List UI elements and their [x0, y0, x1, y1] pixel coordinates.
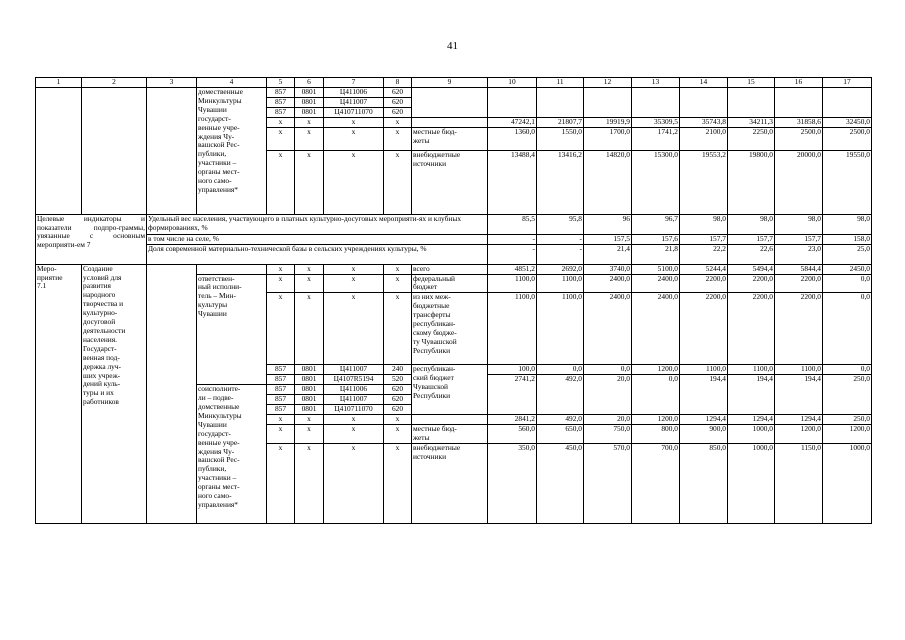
amount-cell: 0,0: [823, 274, 872, 293]
amount-cell: 1700,0: [584, 127, 632, 150]
budget-code-cell: 857: [267, 385, 295, 395]
amount-cell: 2200,0: [728, 274, 775, 293]
budget-code-cell: x: [295, 414, 324, 424]
empty-cell: [584, 88, 632, 118]
column-number: 6: [295, 78, 324, 88]
source-cell: местные бюд- жеты: [412, 127, 488, 150]
amount-cell: -: [537, 244, 584, 264]
amount-cell: 2500,0: [775, 127, 823, 150]
indicators-label: Целевые индикаторы и показатели подпро-граммы, увязанные с основным мероприяти-ем 7: [36, 214, 147, 264]
budget-code-cell: x: [324, 293, 384, 365]
amount-cell: 5494,4: [728, 264, 775, 274]
budget-code-cell: x: [295, 293, 324, 365]
measure-description: Создание условий для развития народного творчества и культурно- досуговой деятельности населения. Государст- венная под- держка луч- ших учреж- дений куль- туры и их работников: [82, 264, 147, 523]
table-row: [36, 78, 872, 88]
amount-cell: 570,0: [584, 443, 632, 523]
budget-code-cell: x: [295, 117, 324, 127]
amount-cell: 1294,4: [728, 414, 775, 424]
budget-code-cell: x: [295, 274, 324, 293]
amount-cell: 21,4: [584, 244, 632, 264]
column-number: 4: [197, 78, 267, 88]
budget-code-cell: Ц411007: [324, 97, 384, 107]
amount-cell: 35309,5: [632, 117, 680, 127]
budget-code-cell: 0801: [295, 97, 324, 107]
column-number: 12: [584, 78, 632, 88]
column-number: 1: [36, 78, 82, 88]
amount-cell: 1200,0: [775, 424, 823, 443]
empty-cell: [82, 88, 147, 215]
budget-code-cell: 0801: [295, 375, 324, 385]
amount-cell: 158,0: [823, 234, 872, 244]
amount-cell: 25,0: [823, 244, 872, 264]
table-row: [36, 264, 872, 274]
amount-cell: 2841,2: [488, 414, 537, 424]
amount-cell: 194,4: [775, 375, 823, 415]
budget-code-cell: 620: [384, 395, 412, 405]
table-row: [36, 244, 872, 264]
amount-cell: 98,0: [680, 214, 728, 234]
source-cell: внебюджетные источники: [412, 150, 488, 214]
amount-cell: 0,0: [632, 375, 680, 415]
source-cell: республикан- ский бюджет Чувашской Республики: [412, 365, 488, 415]
amount-cell: 0,0: [823, 365, 872, 375]
budget-code-cell: 0801: [295, 88, 324, 98]
budget-code-cell: 857: [267, 375, 295, 385]
amount-cell: 2500,0: [823, 127, 872, 150]
indicator-name: Удельный вес населения, участвующего в платных культурно-досуговых мероприяти-ях и клубных формированиях, %: [147, 214, 488, 234]
budget-code-cell: 620: [384, 385, 412, 395]
budget-code-cell: x: [295, 127, 324, 150]
column-number: 8: [384, 78, 412, 88]
amount-cell: 0,0: [537, 365, 584, 375]
budget-code-cell: 0801: [295, 365, 324, 375]
budget-code-cell: Ц4107R5194: [324, 375, 384, 385]
amount-cell: 1741,2: [632, 127, 680, 150]
amount-cell: 492,0: [537, 375, 584, 415]
column-number: 3: [147, 78, 197, 88]
budget-code-cell: x: [295, 443, 324, 523]
co-executors: соисполните- ли – подве- домственные Минкультуры Чувашии государст- венные учре- ждения Чу- вашской Рес- публики, участники – органы мест- ного само- управления*: [197, 385, 267, 524]
amount-cell: 2200,0: [775, 274, 823, 293]
amount-cell: -: [488, 244, 537, 264]
budget-code-cell: x: [324, 443, 384, 523]
amount-cell: 1200,0: [632, 365, 680, 375]
amount-cell: 85,5: [488, 214, 537, 234]
indicator-name: Доля современной материально-технической базы в сельских учреждениях культуры, %: [147, 244, 488, 264]
budget-code-cell: 857: [267, 107, 295, 117]
amount-cell: -: [488, 234, 537, 244]
amount-cell: 23,0: [775, 244, 823, 264]
amount-cell: 1294,4: [680, 414, 728, 424]
amount-cell: 194,4: [680, 375, 728, 415]
amount-cell: 19800,0: [728, 150, 775, 214]
empty-cell: [728, 88, 775, 118]
budget-code-cell: x: [324, 150, 384, 214]
empty-cell: [197, 264, 267, 274]
amount-cell: 157,5: [584, 234, 632, 244]
amount-cell: 13416,2: [537, 150, 584, 214]
budget-code-cell: x: [267, 264, 295, 274]
budget-code-cell: x: [267, 414, 295, 424]
amount-cell: 15300,0: [632, 150, 680, 214]
budget-code-cell: 520: [384, 375, 412, 385]
amount-cell: 96: [584, 214, 632, 234]
budget-code-cell: x: [324, 274, 384, 293]
column-number: 11: [537, 78, 584, 88]
amount-cell: 5100,0: [632, 264, 680, 274]
amount-cell: 250,0: [823, 414, 872, 424]
empty-cell: [537, 88, 584, 118]
amount-cell: 1200,0: [823, 424, 872, 443]
amount-cell: 2250,0: [728, 127, 775, 150]
amount-cell: 850,0: [680, 443, 728, 523]
budget-code-cell: 620: [384, 88, 412, 98]
budget-code-cell: 0801: [295, 395, 324, 405]
source-cell: всего: [412, 264, 488, 274]
amount-cell: 157,7: [680, 234, 728, 244]
source-cell: внебюджетные источники: [412, 443, 488, 523]
budget-code-cell: x: [295, 264, 324, 274]
empty-cell: [823, 88, 872, 118]
column-number: 13: [632, 78, 680, 88]
amount-cell: 1000,0: [728, 424, 775, 443]
amount-cell: 2200,0: [680, 293, 728, 365]
budget-code-cell: x: [384, 127, 412, 150]
amount-cell: 2200,0: [775, 293, 823, 365]
empty-cell: [147, 88, 197, 215]
indicator-name: в том числе на селе, %: [147, 234, 488, 244]
amount-cell: 19919,9: [584, 117, 632, 127]
budget-code-cell: 857: [267, 395, 295, 405]
amount-cell: 22,6: [728, 244, 775, 264]
amount-cell: 13488,4: [488, 150, 537, 214]
budget-code-cell: x: [267, 424, 295, 443]
amount-cell: 96,7: [632, 214, 680, 234]
budget-code-cell: 857: [267, 88, 295, 98]
amount-cell: 32450,0: [823, 117, 872, 127]
budget-code-cell: x: [384, 264, 412, 274]
amount-cell: 14820,0: [584, 150, 632, 214]
budget-code-cell: x: [384, 414, 412, 424]
amount-cell: 2400,0: [584, 274, 632, 293]
amount-cell: 1100,0: [728, 365, 775, 375]
amount-cell: 700,0: [632, 443, 680, 523]
empty-cell: [36, 88, 82, 215]
column-number: 9: [412, 78, 488, 88]
amount-cell: 250,0: [823, 375, 872, 415]
budget-code-cell: Ц410711070: [324, 107, 384, 117]
amount-cell: 1100,0: [537, 274, 584, 293]
column-number: 7: [324, 78, 384, 88]
budget-code-cell: x: [384, 293, 412, 365]
amount-cell: 20,0: [584, 414, 632, 424]
column-number: 17: [823, 78, 872, 88]
amount-cell: 157,6: [632, 234, 680, 244]
budget-code-cell: x: [384, 150, 412, 214]
amount-cell: 560,0: [488, 424, 537, 443]
budget-code-cell: x: [267, 117, 295, 127]
amount-cell: 1100,0: [775, 365, 823, 375]
amount-cell: 1000,0: [728, 443, 775, 523]
amount-cell: 1200,0: [632, 414, 680, 424]
page-number: 41: [447, 40, 458, 52]
amount-cell: 1100,0: [488, 293, 537, 365]
amount-cell: 650,0: [537, 424, 584, 443]
budget-code-cell: Ц411006: [324, 385, 384, 395]
budget-code-cell: x: [384, 443, 412, 523]
budget-code-cell: x: [267, 150, 295, 214]
financing-table: [35, 77, 872, 524]
budget-code-cell: 857: [267, 97, 295, 107]
amount-cell: 21,8: [632, 244, 680, 264]
amount-cell: 1550,0: [537, 127, 584, 150]
amount-cell: 19550,0: [823, 150, 872, 214]
responsible-executor: ответствен- ный исполни- тель – Мин- культуры Чувашии: [197, 274, 267, 385]
amount-cell: 2400,0: [584, 293, 632, 365]
column-number: 10: [488, 78, 537, 88]
budget-code-cell: x: [324, 127, 384, 150]
amount-cell: 0,0: [823, 293, 872, 365]
column-number: 15: [728, 78, 775, 88]
budget-code-cell: 0801: [295, 404, 324, 414]
amount-cell: 900,0: [680, 424, 728, 443]
table-row: [36, 214, 872, 234]
budget-code-cell: 857: [267, 404, 295, 414]
budget-code-cell: 620: [384, 97, 412, 107]
amount-cell: 2450,0: [823, 264, 872, 274]
empty-cell: [488, 88, 537, 118]
budget-code-cell: 240: [384, 365, 412, 375]
column-number: 5: [267, 78, 295, 88]
amount-cell: 350,0: [488, 443, 537, 523]
amount-cell: 1100,0: [537, 293, 584, 365]
budget-code-cell: 0801: [295, 107, 324, 117]
amount-cell: 0,0: [584, 365, 632, 375]
amount-cell: 2400,0: [632, 293, 680, 365]
budget-code-cell: 620: [384, 107, 412, 117]
amount-cell: 2692,0: [537, 264, 584, 274]
budget-code-cell: x: [267, 293, 295, 365]
measure-title: Меро- приятие 7.1: [36, 264, 82, 523]
amount-cell: 1100,0: [680, 365, 728, 375]
amount-cell: 34211,3: [728, 117, 775, 127]
empty-cell: [680, 88, 728, 118]
budget-code-cell: Ц411006: [324, 88, 384, 98]
amount-cell: 492,0: [537, 414, 584, 424]
budget-code-cell: x: [295, 150, 324, 214]
amount-cell: 98,0: [775, 214, 823, 234]
budget-code-cell: x: [324, 264, 384, 274]
budget-code-cell: 0801: [295, 385, 324, 395]
budget-code-cell: Ц411007: [324, 365, 384, 375]
amount-cell: 1100,0: [488, 274, 537, 293]
amount-cell: 450,0: [537, 443, 584, 523]
source-cell: [412, 414, 488, 424]
budget-code-cell: x: [267, 274, 295, 293]
amount-cell: 21807,7: [537, 117, 584, 127]
amount-cell: 98,0: [823, 214, 872, 234]
amount-cell: 2200,0: [680, 274, 728, 293]
amount-cell: 5244,4: [680, 264, 728, 274]
column-number: 2: [82, 78, 147, 88]
amount-cell: 22,2: [680, 244, 728, 264]
amount-cell: -: [537, 234, 584, 244]
column-number: 14: [680, 78, 728, 88]
budget-code-cell: x: [324, 424, 384, 443]
amount-cell: 4851,2: [488, 264, 537, 274]
amount-cell: 750,0: [584, 424, 632, 443]
amount-cell: 20000,0: [775, 150, 823, 214]
amount-cell: 194,4: [728, 375, 775, 415]
budget-code-cell: x: [384, 117, 412, 127]
budget-code-cell: x: [324, 414, 384, 424]
amount-cell: 2200,0: [728, 293, 775, 365]
budget-code-cell: Ц411007: [324, 395, 384, 405]
responsible-cell: домественные Минкультуры Чувашии государст- венные учре- ждения Чу- вашской Рес- публики, участники – органы мест- ного само- управления*: [197, 88, 267, 215]
budget-code-cell: x: [267, 443, 295, 523]
amount-cell: 2100,0: [680, 127, 728, 150]
amount-cell: 1000,0: [823, 443, 872, 523]
source-cell: местные бюд- жеты: [412, 424, 488, 443]
amount-cell: 19553,2: [680, 150, 728, 214]
budget-code-cell: 857: [267, 365, 295, 375]
budget-code-cell: x: [384, 424, 412, 443]
amount-cell: 157,7: [775, 234, 823, 244]
table-row: [36, 88, 872, 98]
budget-code-cell: x: [324, 117, 384, 127]
amount-cell: 35743,8: [680, 117, 728, 127]
budget-code-cell: Ц410711070: [324, 404, 384, 414]
amount-cell: 98,0: [728, 214, 775, 234]
amount-cell: 47242,1: [488, 117, 537, 127]
empty-cell: [412, 88, 488, 118]
amount-cell: 31858,6: [775, 117, 823, 127]
amount-cell: 1360,0: [488, 127, 537, 150]
empty-cell: [775, 88, 823, 118]
amount-cell: 2400,0: [632, 274, 680, 293]
empty-cell: [147, 264, 197, 523]
table-row: [36, 234, 872, 244]
amount-cell: 95,8: [537, 214, 584, 234]
amount-cell: 1150,0: [775, 443, 823, 523]
source-cell: федеральный бюджет: [412, 274, 488, 293]
budget-code-cell: x: [267, 127, 295, 150]
source-cell: из них меж- бюджетные трансферты республикан- скому бюдже- ту Чувашской Республики: [412, 293, 488, 365]
budget-code-cell: 620: [384, 404, 412, 414]
empty-cell: [632, 88, 680, 118]
budget-code-cell: x: [295, 424, 324, 443]
amount-cell: 100,0: [488, 365, 537, 375]
source-cell: [412, 117, 488, 127]
amount-cell: 3740,0: [584, 264, 632, 274]
amount-cell: 20,0: [584, 375, 632, 415]
amount-cell: 157,7: [728, 234, 775, 244]
amount-cell: 800,0: [632, 424, 680, 443]
amount-cell: 2741,2: [488, 375, 537, 415]
column-number: 16: [775, 78, 823, 88]
amount-cell: 1294,4: [775, 414, 823, 424]
amount-cell: 5844,4: [775, 264, 823, 274]
budget-code-cell: x: [384, 274, 412, 293]
